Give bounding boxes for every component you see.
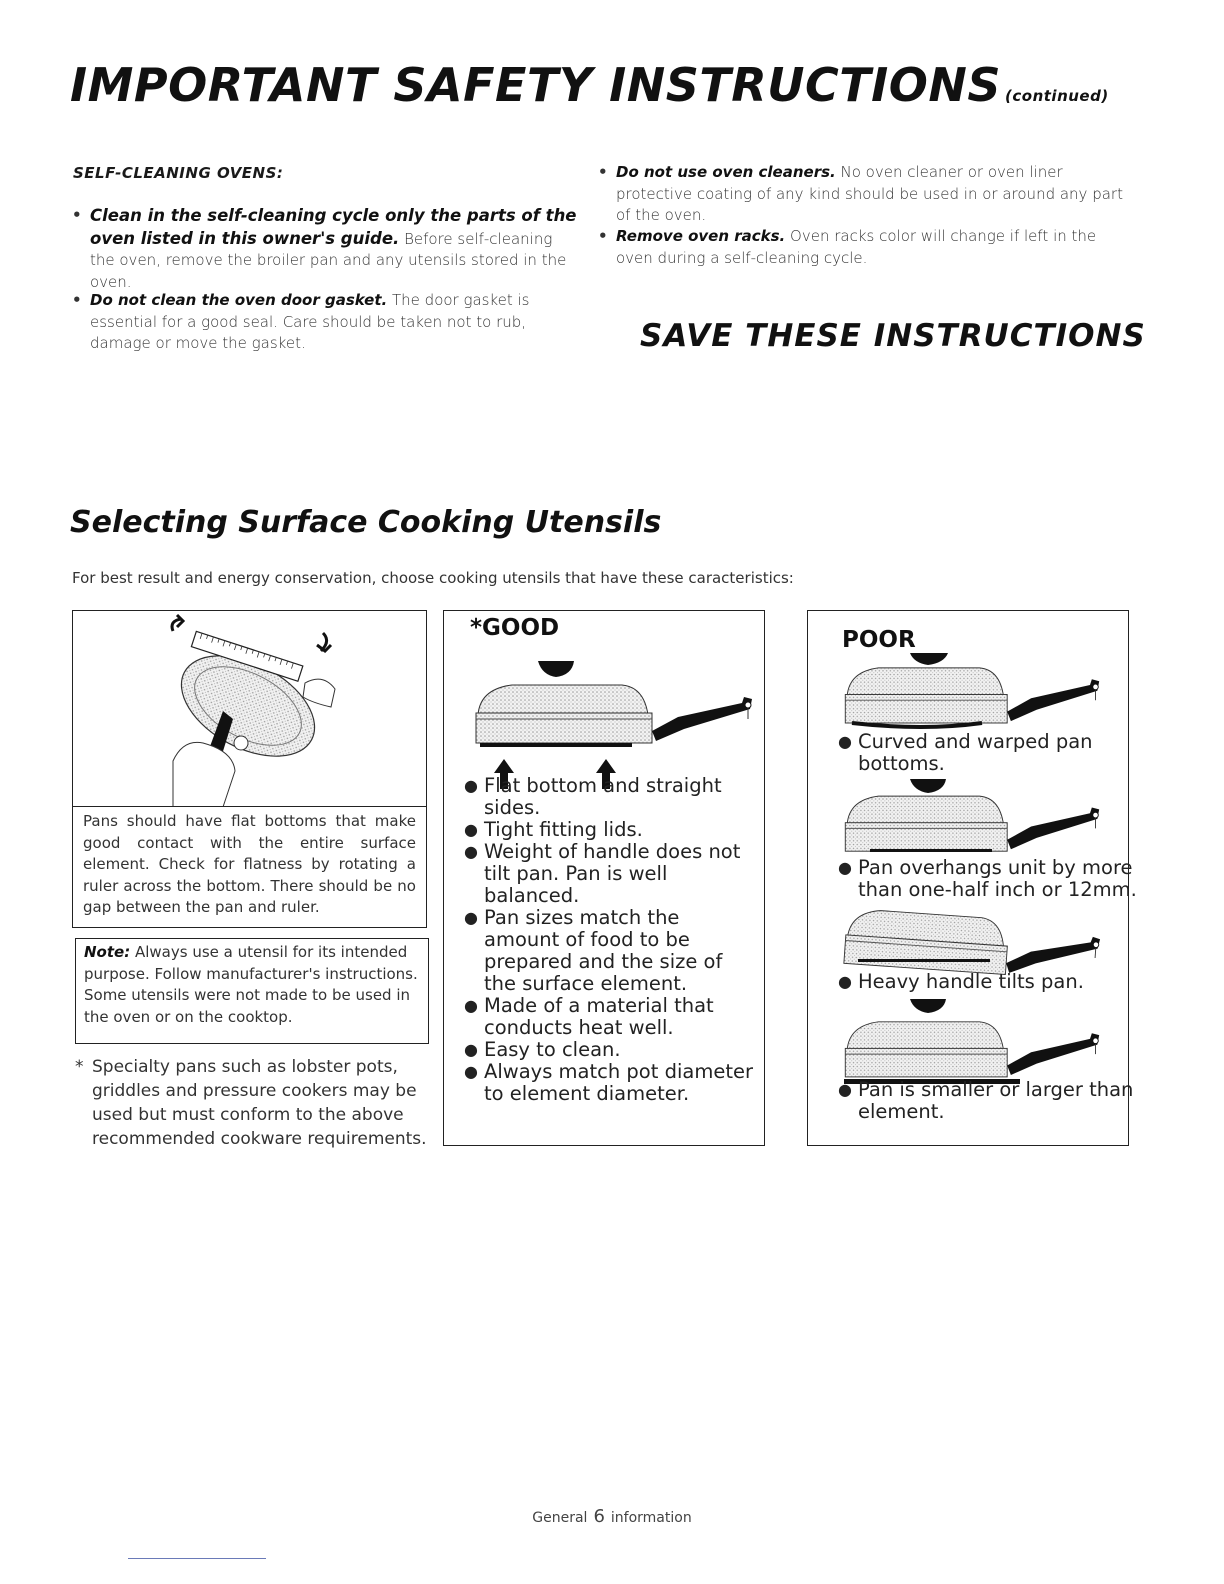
good-title: *GOOD [470,615,560,641]
ruler-check-illustration [73,611,425,807]
poor-item-text: Heavy handle tilts pan. [858,970,1084,993]
bullet-dot: ● [464,776,478,795]
poor-utensils-box [807,610,1137,1146]
good-item [464,1061,760,1105]
good-utensils-box [443,610,765,1146]
save-instructions: SAVE THESE INSTRUCTIONS [640,318,1146,354]
section-title: Selecting Surface Cooking Utensils [70,505,662,540]
poor-item [838,1079,1144,1123]
note-box [75,938,429,1044]
footer-right: information [610,1510,692,1526]
flatness-check-box [72,610,427,928]
good-item-text: Always match pot diameter to element diameter. [484,1060,753,1105]
divider [128,1558,266,1559]
poor-item-text: Pan is smaller or larger than element. [858,1078,1134,1123]
bullet-dot: ● [838,972,852,991]
note-body: Always use a utensil for its intended purpose. Follow manufacturer's instructions. Some utensils were not made to be used in the oven or on the cooktop. [84,943,418,1026]
specialty-text: Specialty pans such as lobster pots, griddles and pressure cookers may be used but must conform to the above recommended cookware requirements. [92,1057,427,1149]
bullet-dot: • [72,206,82,224]
poor-item [838,731,1138,775]
bullet-dot: • [598,227,608,245]
bullet-dot: ● [464,908,478,927]
bullet-lead: Clean in the self-cleaning cycle only the parts of the oven listed in this owner's guide. [90,206,577,248]
page-number: 6 [593,1506,605,1527]
good-item [464,907,760,995]
specialty-asterisk: * [75,1057,84,1077]
poor-item-text: Pan overhangs unit by more than one-half inch or 12mm. [858,856,1137,901]
safety-bullet-1 [72,205,580,293]
bullet-dot: ● [838,858,852,877]
good-list [464,775,760,1105]
good-item-text: Pan sizes match the amount of food to be prepared and the size of the surface element. [484,906,723,995]
poor-item [838,971,1138,993]
flatness-caption: Pans should have flat bottoms that make good contact with the entire surface element. Check for flatness by rotating a ruler across the bottom. There should be no gap between the pan and ruler. [83,812,416,916]
poor-item [838,857,1144,901]
bullet-text: Oven racks color will change if left in the oven during a self-cleaning cycle. [616,227,1097,267]
bullet-dot: ● [464,1062,478,1081]
bullet-dot: ● [838,732,852,751]
page-title [70,58,1109,112]
bullet-dot: ● [464,842,478,861]
good-item [464,1039,760,1061]
good-item-text: Made of a material that conducts heat well. [484,994,714,1039]
bullet-lead: Do not use oven cleaners. [616,163,836,181]
bullet-text: Before self-cleaning the oven, remove the broiler pan and any utensils stored in the oven. [90,229,567,291]
good-item-text: Flat bottom and straight sides. [484,774,722,819]
note-label: Note: [84,943,131,961]
footer-left: General [532,1510,588,1526]
safety-bullet-3 [598,162,1131,227]
good-item [464,841,760,907]
bullet-dot: ● [838,1080,852,1099]
bullet-lead: Remove oven racks. [616,227,786,245]
safety-bullet-4 [598,226,1131,269]
self-cleaning-heading: SELF-CLEANING OVENS: [73,164,284,182]
bullet-dot: ● [464,820,478,839]
note-text [84,942,418,1028]
continued-label: (continued) [1005,87,1109,105]
good-item-text: Weight of handle does not tilt pan. Pan is well balanced. [484,840,741,907]
good-item [464,995,760,1039]
bullet-dot: ● [464,996,478,1015]
good-item [464,775,760,819]
page-title-text: IMPORTANT SAFETY INSTRUCTIONS [70,58,1002,112]
safety-bullet-2 [72,290,580,355]
specialty-note [75,1055,428,1151]
bullet-text: The door gasket is essential for a good seal. Care should be taken not to rub, damage or move the gasket. [90,291,530,352]
poor-title: POOR [842,627,916,653]
good-item-text: Tight fitting lids. [484,818,643,841]
bullet-text: No oven cleaner or oven liner protective coating of any kind should be used in or around any part of the oven. [616,163,1123,224]
good-item [464,819,760,841]
bullet-dot: ● [464,1040,478,1059]
page-footer [0,1506,1224,1527]
bullet-dot: • [598,163,608,181]
good-item-text: Easy to clean. [484,1038,621,1061]
intro-text: For best result and energy conservation, choose cooking utensils that have these caracteristics: [72,569,794,587]
bullet-lead: Do not clean the oven door gasket. [90,291,388,309]
bullet-dot: • [72,291,82,309]
poor-item-text: Curved and warped pan bottoms. [858,730,1093,775]
